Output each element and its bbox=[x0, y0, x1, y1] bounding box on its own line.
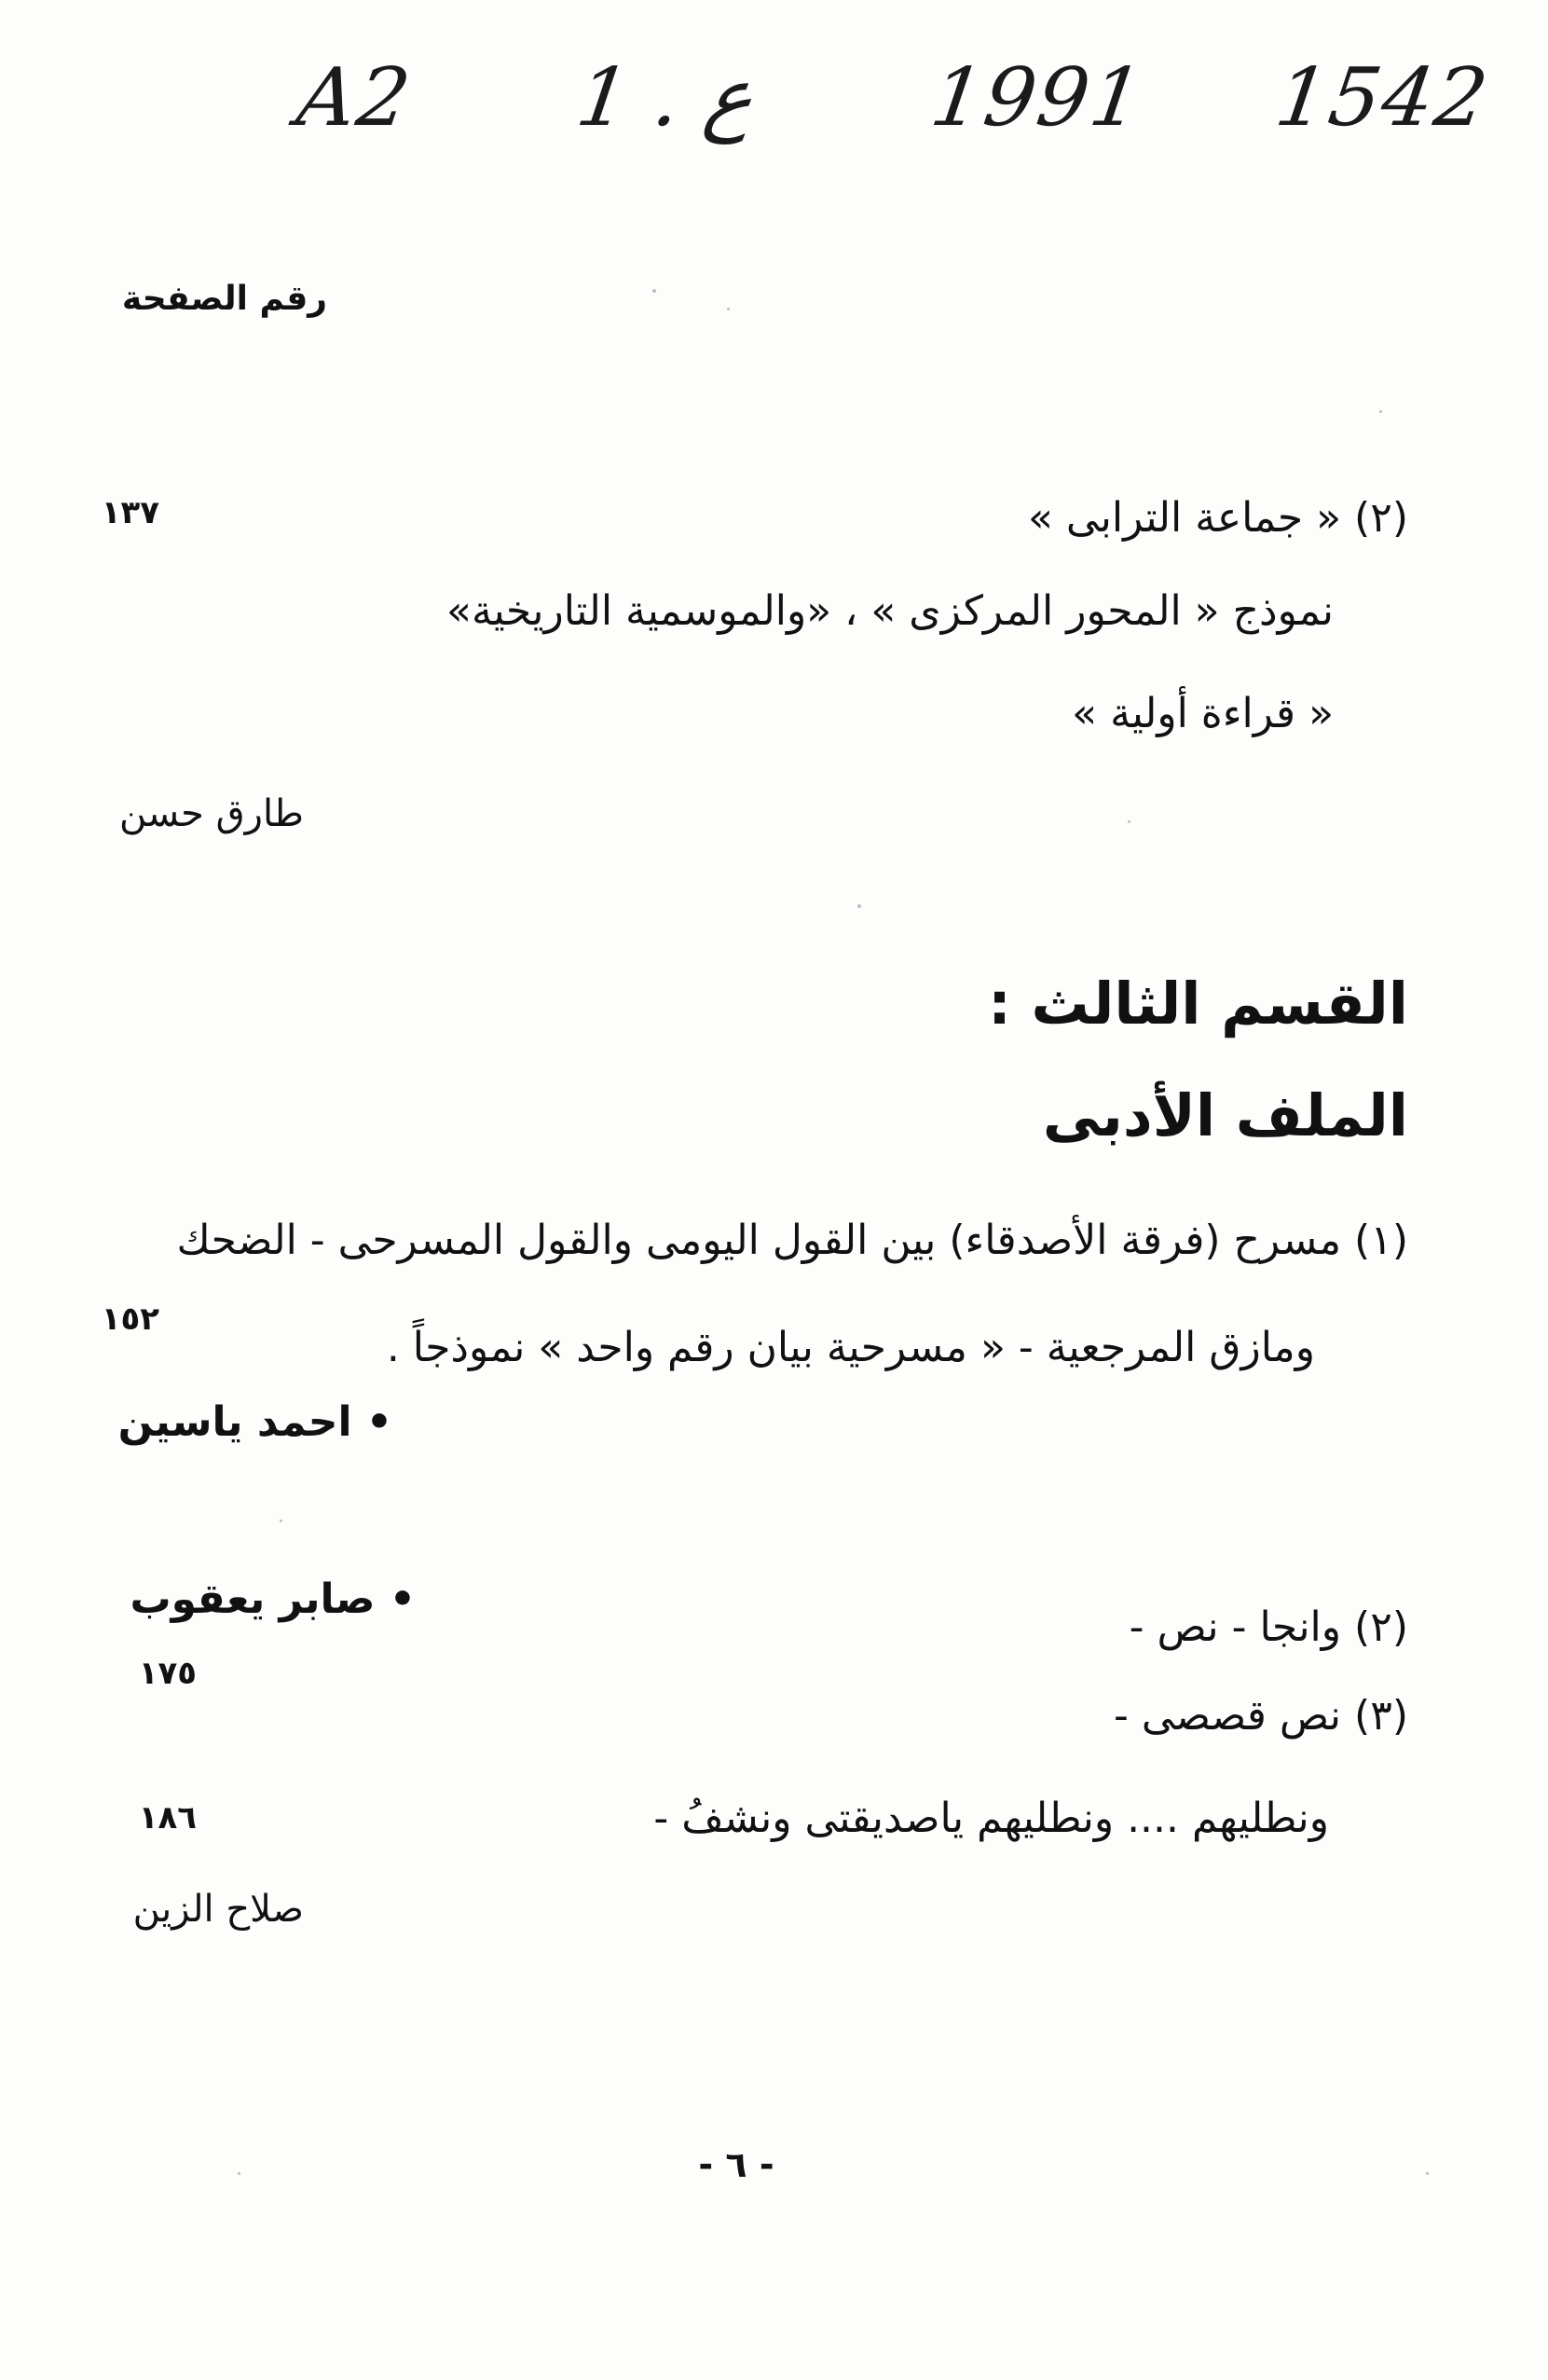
section-entry-2-line-1: (٢) وانجا - نص - bbox=[1129, 1603, 1408, 1651]
handwritten-ref-a: A2 bbox=[291, 51, 418, 144]
section-entry-1-page-number: ١٥٢ bbox=[101, 1300, 159, 1338]
section-entry-3-line-1: (٣) نص قصصى - bbox=[1114, 1692, 1408, 1740]
footer-page-number: - ٦ - bbox=[698, 2144, 774, 2185]
section-entry-2-author: • صابر يعقوب bbox=[130, 1575, 416, 1623]
entry-2-line-2: نموذج « المحور المركزى » ، «والموسمية التاريخية» bbox=[446, 587, 1334, 635]
scan-speck bbox=[1379, 410, 1382, 413]
section-entry-1-line-2: ومازق المرجعية - « مسرحية بيان رقم واحد » نموذجاً . bbox=[386, 1324, 1315, 1371]
entry-2-page-number: ١٣٧ bbox=[101, 494, 159, 531]
section-entry-1-author: • احمد ياسين bbox=[117, 1398, 392, 1446]
scan-speck bbox=[238, 2172, 240, 2175]
section-entry-1-line-1: (١) مسرح (فرقة الأصدقاء) بين القول اليومى والقول المسرحى - الضحك bbox=[176, 1217, 1408, 1264]
entry-2-author: طارق حسن bbox=[119, 792, 304, 835]
handwritten-year: 1991 bbox=[925, 51, 1150, 144]
section-title: الملف الأدبى bbox=[1042, 1081, 1408, 1149]
section-entry-2-page-number: ١٧٥ bbox=[138, 1655, 197, 1692]
section-entry-3-author: صلاح الزين bbox=[132, 1888, 304, 1931]
section-entry-3-line-2: ونطليهم .... ونطليهم ياصديقتى ونشفُ - bbox=[653, 1795, 1329, 1842]
page-number-column-header: رقم الصفحة bbox=[121, 280, 327, 318]
entry-2-line-1: (٢) « جماعة الترابى » bbox=[1028, 494, 1408, 542]
entry-2-line-3: « قراءة أولية » bbox=[1072, 690, 1334, 737]
scan-speck bbox=[727, 308, 730, 310]
section-entry-3-page-number: ١٨٦ bbox=[138, 1799, 197, 1837]
handwritten-number: 1542 bbox=[1269, 51, 1495, 144]
handwritten-ref-b: 1 . ع bbox=[570, 51, 760, 144]
scan-speck bbox=[857, 904, 861, 908]
scan-speck bbox=[1426, 2172, 1429, 2175]
scan-speck bbox=[1128, 820, 1130, 823]
section-label: القسم الثالث : bbox=[988, 970, 1408, 1038]
scan-speck bbox=[280, 1520, 282, 1522]
scan-speck bbox=[652, 289, 656, 293]
